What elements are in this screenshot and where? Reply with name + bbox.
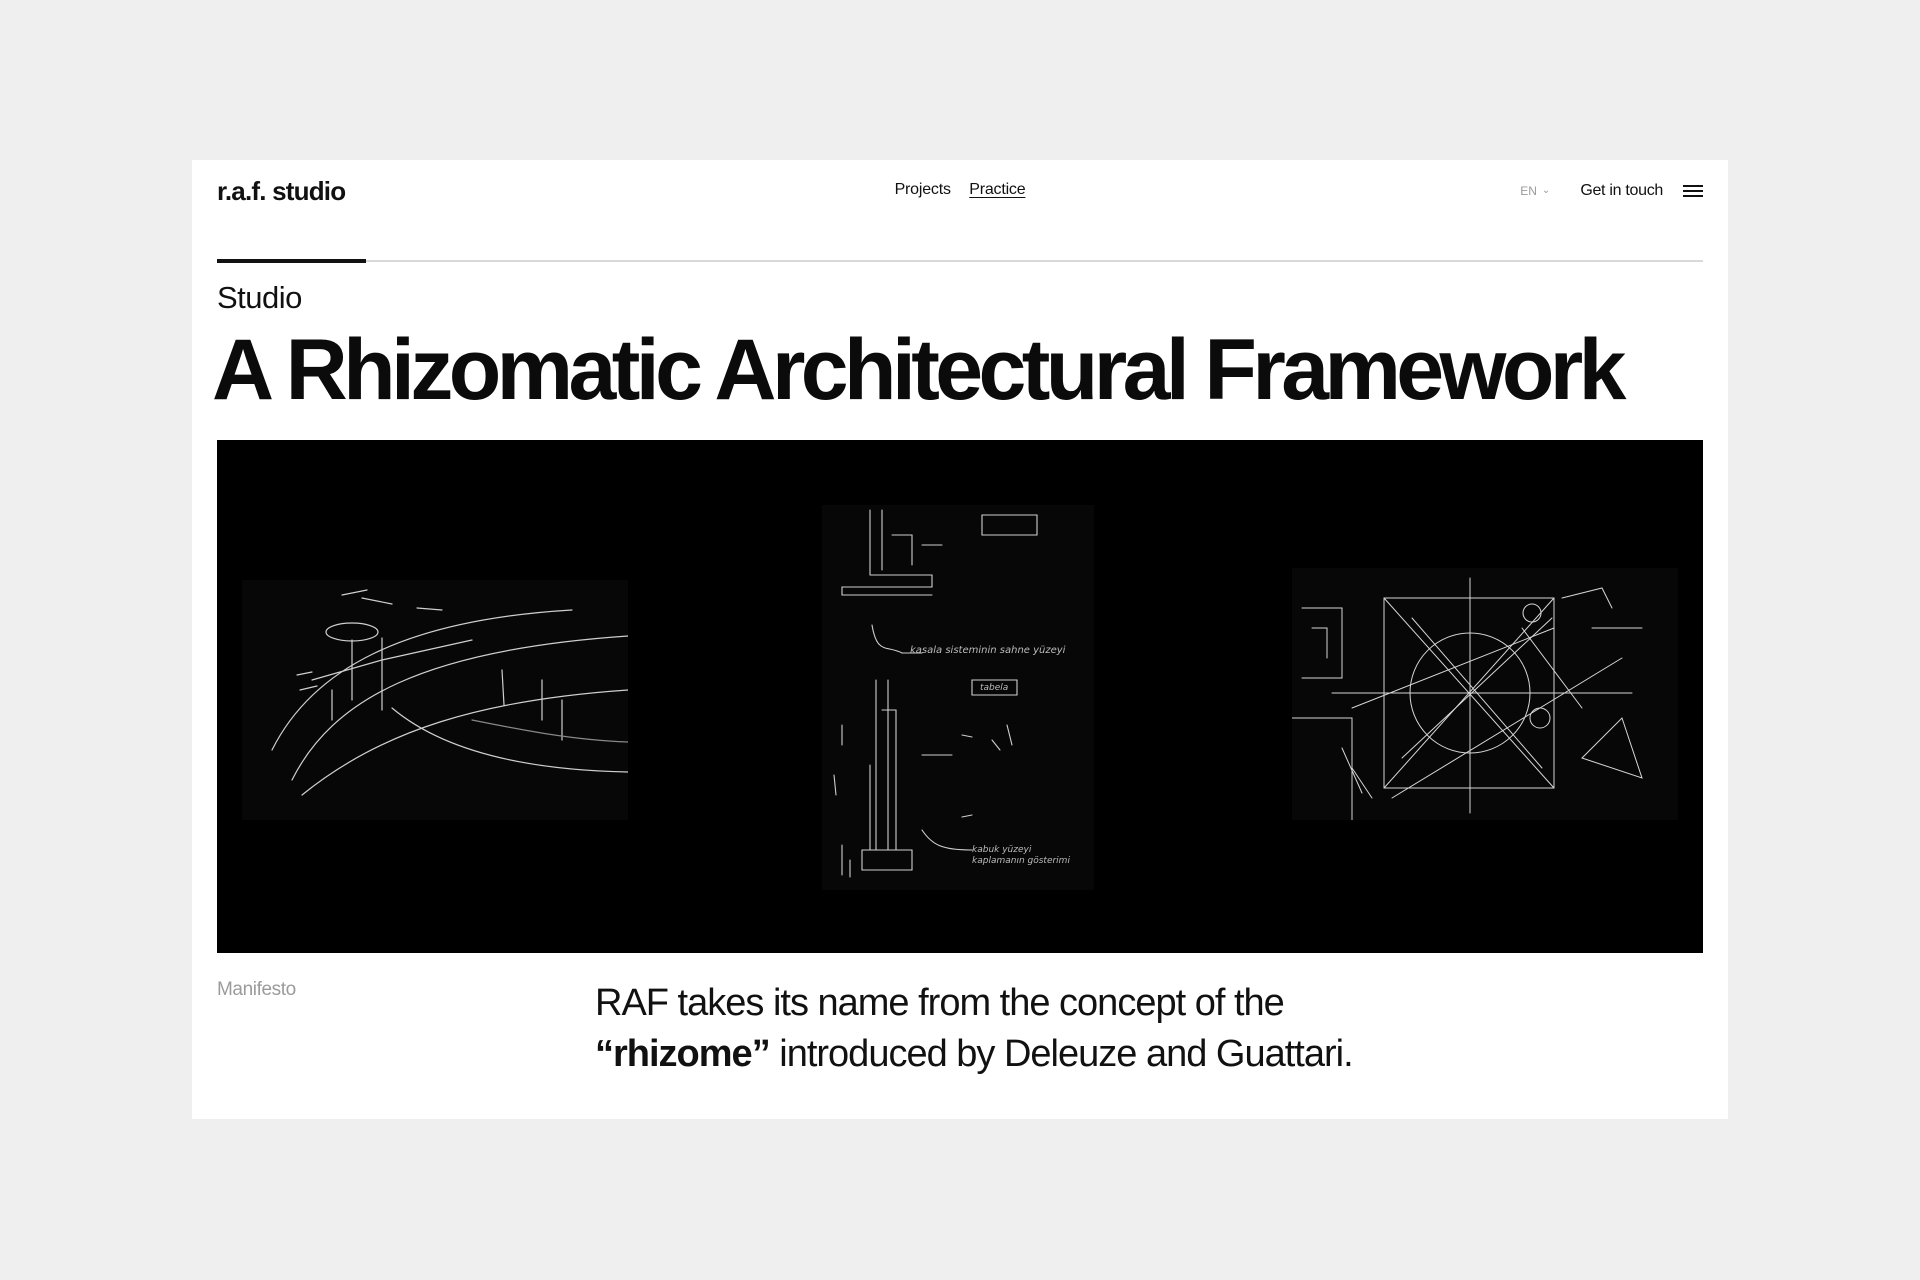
header-tools	[1520, 180, 1703, 202]
section-eyebrow: Studio	[217, 280, 302, 315]
page-title: A Rhizomatic Architectural Framework	[212, 322, 1622, 418]
site-header	[217, 160, 1703, 260]
section-divider	[217, 260, 1703, 262]
nav-item-projects[interactable]: Projects	[894, 181, 951, 198]
hamburger-menu-icon[interactable]	[1683, 183, 1703, 199]
manifesto-label: Manifesto	[217, 979, 296, 1000]
main-nav	[217, 181, 1703, 199]
sketch-annotation: tabela	[980, 683, 1009, 693]
curved-roof-sketch	[242, 580, 628, 820]
nav-item-practice[interactable]: Practice	[969, 181, 1026, 198]
geometric-plan-sketch	[1292, 568, 1678, 820]
brand-logo[interactable]: r.a.f. studio	[217, 176, 346, 206]
language-selector[interactable]	[1520, 184, 1550, 198]
section-progress-bar	[217, 259, 366, 263]
page-frame	[192, 160, 1728, 1119]
hero-image	[217, 440, 1703, 953]
manifesto-keyword: “rhizome”	[595, 1033, 770, 1075]
language-label: EN	[1520, 184, 1537, 198]
get-in-touch-link[interactable]: Get in touch	[1580, 182, 1663, 199]
wall-section-sketch	[822, 505, 1094, 890]
sketch-annotation: kasala sisteminin sahne yüzeyi	[910, 645, 1066, 656]
chevron-down-icon: ⌄	[1541, 184, 1551, 196]
manifesto-text	[595, 978, 1595, 1080]
manifesto-line-1: RAF takes its name from the concept of the	[595, 982, 1284, 1024]
sketch-annotation: kabuk yüzeyi kaplamanın gösterimi	[972, 845, 1070, 866]
manifesto-line-2: introduced by Deleuze and Guattari.	[769, 1033, 1353, 1075]
